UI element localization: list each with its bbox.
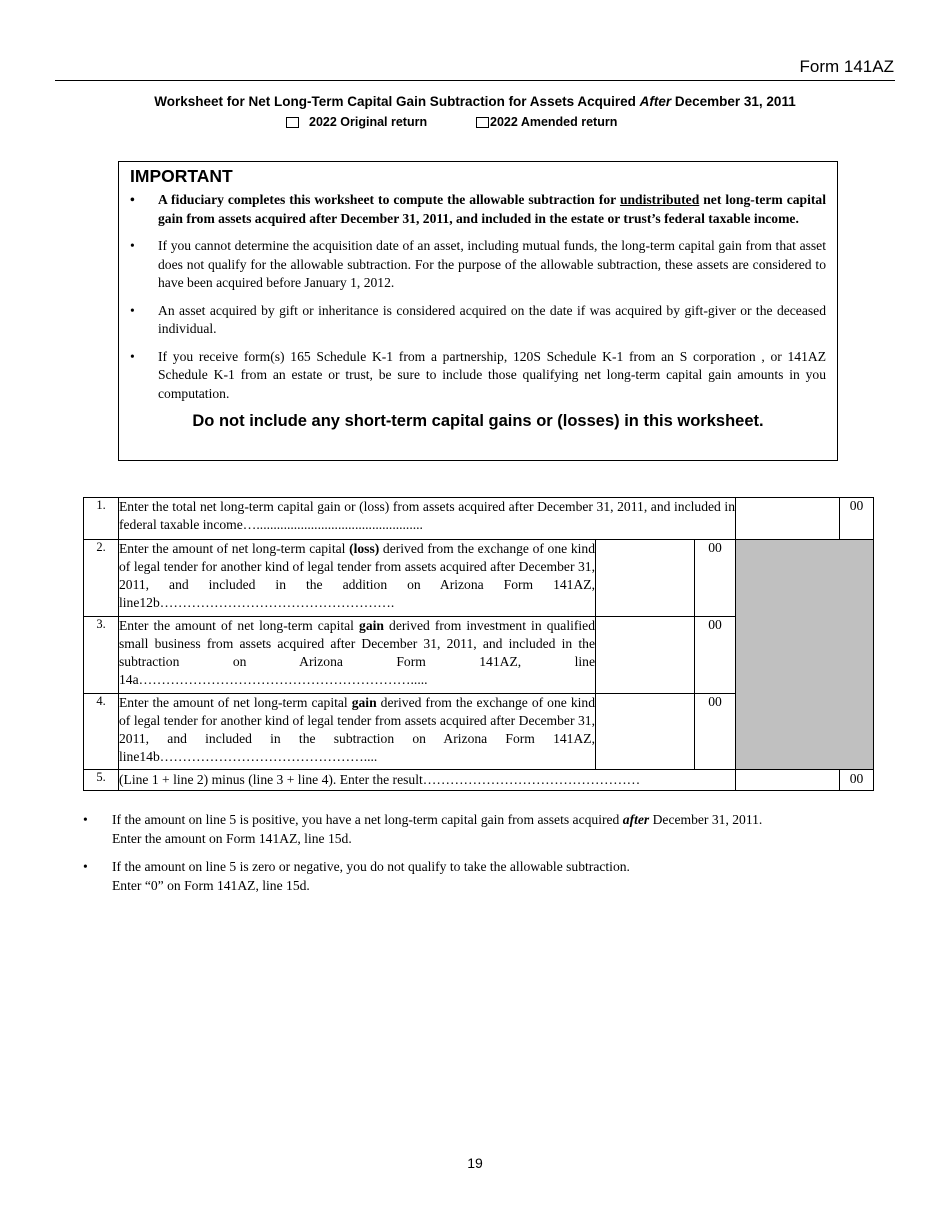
amended-return-checkbox[interactable] — [476, 117, 489, 128]
worksheet-title-emphasis: After — [639, 94, 672, 109]
line-text: derived from the exchange of one kind of legal tender for another kind of legal tender from assets acquired after December 31, 2011, and included in the addition on Arizona Form 141AZ, line12b — [119, 541, 595, 610]
amended-return-option[interactable] — [476, 115, 617, 129]
line-text: derived from investment in qualified small business from assets acquired after December 31, 2011, and included in the subtraction on Arizona Form 141AZ, line 14a — [119, 618, 596, 687]
bullet-icon: • — [130, 348, 135, 364]
bullet-text: A fiduciary completes this worksheet to compute the allowable subtraction for — [158, 192, 620, 207]
line-text: Enter the amount of net long-term capital — [119, 541, 350, 556]
original-return-option[interactable] — [286, 115, 427, 129]
result-note — [83, 810, 873, 848]
note-text: If the amount on line 5 is positive, you have a net long-term capital gain from assets acquired — [112, 812, 623, 827]
bullet-text: net long-term capital gain from assets acquired after December 31, 2011, and included in the estate or trust’s federal taxable income. — [158, 192, 826, 226]
line-3-amount-field[interactable] — [596, 617, 695, 694]
line-text-bold: gain — [359, 618, 384, 633]
line-description — [119, 498, 736, 540]
dot-leader: ……………………………………….... — [159, 749, 378, 764]
dot-leader: ………………………………………… — [422, 772, 641, 787]
page-number: 19 — [467, 1155, 483, 1171]
line-text-bold: gain — [351, 695, 377, 710]
worksheet-table — [83, 497, 874, 791]
shaded-block — [736, 540, 874, 770]
note-emphasis: after — [622, 812, 650, 827]
bullet-icon: • — [130, 192, 135, 207]
line-text: (Line 1 + line 2) minus (line 3 + line 4). Enter the result — [119, 772, 423, 787]
note-text: December 31, 2011. — [649, 812, 763, 827]
important-heading: IMPORTANT — [130, 166, 233, 186]
important-box — [118, 161, 838, 461]
line-description — [119, 770, 736, 791]
line-2-cents: 00 — [695, 540, 736, 617]
line-number: 4. — [84, 694, 119, 770]
bullet-text: If you cannot determine the acquisition date of an asset, including mutual funds, the long-term capital gain from that asset does not qualify for the allowable subtraction. For the purpose of the allowable subtraction, these assets are considered to have been acquired before January 1, 2012. — [158, 238, 826, 290]
line-number: 2. — [84, 540, 119, 617]
line-text-bold: (loss) — [349, 541, 380, 556]
result-note — [83, 857, 873, 895]
line-5-cents: 00 — [840, 770, 874, 791]
line-description — [119, 540, 596, 617]
bullet-icon: • — [130, 302, 135, 318]
dot-leader: ……………………………………………. — [159, 595, 395, 610]
worksheet-title-part: Worksheet for Net Long-Term Capital Gain Subtraction for Assets Acquired — [154, 94, 640, 109]
header-rule — [55, 80, 895, 81]
line-number: 1. — [84, 498, 119, 540]
worksheet-line-1 — [84, 498, 874, 540]
important-bullet — [130, 191, 826, 228]
line-description — [119, 694, 596, 770]
line-4-cents: 00 — [695, 694, 736, 770]
dot-leader: …................................................. — [242, 517, 423, 532]
original-return-checkbox[interactable] — [286, 117, 299, 128]
bullet-icon: • — [83, 859, 88, 874]
note-text: If the amount on line 5 is zero or negative, you do not qualify to take the allowable subtraction. — [112, 859, 630, 874]
worksheet-line-5 — [84, 770, 874, 791]
amended-return-label: 2022 Amended return — [490, 115, 618, 129]
line-text: Enter the total net long-term capital gain or (loss) from assets acquired after December 31, 2011, and included in federal taxable income — [119, 499, 735, 532]
form-id: Form 141AZ — [799, 57, 894, 76]
bullet-icon: • — [130, 238, 135, 253]
important-note: Do not include any short-term capital gains or (losses) in this worksheet. — [192, 412, 764, 430]
line-4-amount-field[interactable] — [596, 694, 695, 770]
line-number: 5. — [84, 770, 119, 791]
worksheet-line-2 — [84, 540, 874, 617]
bullet-text: An asset acquired by gift or inheritance is considered acquired on the date if was acquired by gift-giver or the deceased individual. — [158, 302, 826, 336]
original-return-label: 2022 Original return — [309, 115, 428, 129]
line-text: Enter the amount of net long-term capital — [119, 618, 360, 633]
line-3-cents: 00 — [695, 617, 736, 694]
note-text: Enter the amount on Form 141AZ, line 15d. — [112, 831, 352, 846]
result-notes — [83, 810, 873, 904]
line-text: Enter the amount of net long-term capital — [119, 695, 352, 710]
important-bullet — [130, 348, 826, 404]
line-2-amount-field[interactable] — [596, 540, 695, 617]
line-description — [119, 617, 596, 694]
worksheet-title-part: December 31, 2011 — [671, 94, 796, 109]
bullet-text: If you receive form(s) 165 Schedule K-1 from a partnership, 120S Schedule K-1 from an S corporation , or 141AZ Schedule K-1 from an estate or trust, be sure to include those qualifying net long-term capital gain amounts in you computation. — [158, 348, 826, 401]
line-5-amount-field[interactable] — [736, 770, 840, 791]
line-text: derived from the exchange of one kind of legal tender for another kind of legal tender from assets acquired after December 31, 2011, and included in the subtraction on Arizona Form 141AZ, line14b — [119, 695, 595, 764]
bullet-icon: • — [83, 812, 88, 827]
line-number: 3. — [84, 617, 119, 694]
note-text: Enter “0” on Form 141AZ, line 15d. — [112, 878, 310, 893]
line-1-cents: 00 — [840, 498, 874, 540]
worksheet-title — [0, 94, 950, 109]
important-bullet — [130, 302, 826, 339]
line-1-amount-field[interactable] — [736, 498, 840, 540]
dot-leader: ……………………………………………………..... — [138, 672, 428, 687]
bullet-underlined-text: undistributed — [619, 192, 700, 207]
important-bullet — [130, 237, 826, 293]
